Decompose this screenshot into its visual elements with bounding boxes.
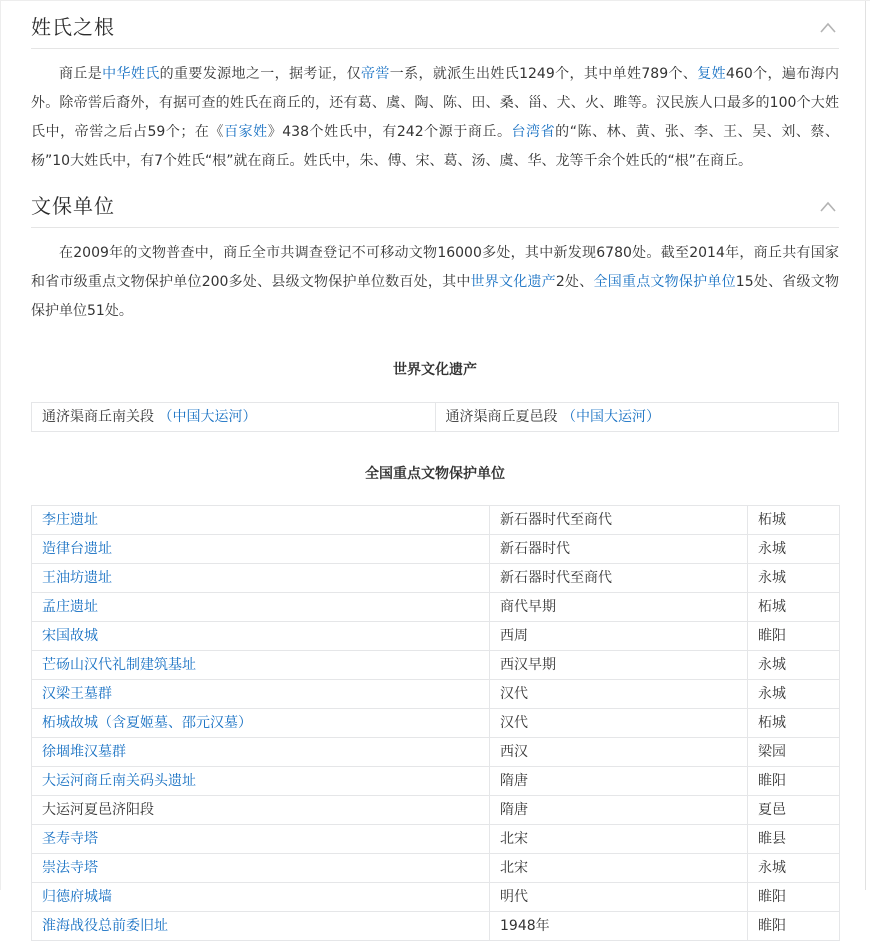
inline-link[interactable]: 帝喾 [360, 66, 390, 82]
site-name-cell [32, 825, 490, 854]
district-cell: 夏邑 [748, 796, 840, 825]
site-link[interactable]: 孟庄遗址 [42, 599, 98, 615]
text-run: 的“陈、林、黄、张、李、王、吴、刘、蔡、杨”10大姓氏中，有7个姓氏“根”就在商丘。姓氏中，朱、傅、宋、葛、汤、虞、华、龙等千余个姓氏的“根”在商丘。 [31, 124, 839, 169]
chevron-up-icon[interactable] [819, 199, 837, 213]
scrollbar-track[interactable] [865, 1, 866, 890]
table-row [32, 680, 840, 709]
table-row [32, 506, 840, 535]
site-link[interactable]: 徐堌堆汉墓群 [42, 744, 126, 760]
era-cell: 新石器时代至商代 [490, 564, 748, 593]
table-row [32, 403, 839, 432]
table-row [32, 738, 840, 767]
section-divider [31, 48, 839, 49]
era-cell: 明代 [490, 883, 748, 912]
text-run: 460个，遍布海内外。除帝喾后裔外，有据可查的姓氏在商丘的，还有葛、虞、陶、陈、田、桑、甾、犬、火、雎等。汉民族人口最多的100个大姓氏中，帝喾之后占59个；在《 [31, 66, 840, 140]
table-row [32, 883, 840, 912]
text-run: 》438个姓氏中，有242个源于商丘。 [267, 124, 512, 140]
district-cell: 柘城 [748, 709, 840, 738]
era-cell: 北宋 [490, 854, 748, 883]
site-link[interactable]: 宋国故城 [42, 628, 98, 644]
heritage-paragraph [31, 239, 839, 326]
heritage-site-cell [32, 403, 436, 432]
text-run: 商丘是 [59, 66, 103, 82]
site-name-cell [32, 912, 490, 941]
site-name-cell [32, 767, 490, 796]
section-heritage-units [31, 176, 839, 941]
district-cell: 睢县 [748, 825, 840, 854]
district-cell: 睢阳 [748, 883, 840, 912]
era-cell: 西汉早期 [490, 651, 748, 680]
era-cell: 北宋 [490, 825, 748, 854]
table-row [32, 593, 840, 622]
text-run: 在2009年的文物普查中，商丘全市共调查登记不可移动文物16000多处，其中新发现6780处。截至2014年，商丘共有国家和省市级重点文物保护单位200多处、县级文物保护单位数百处，其中 [31, 245, 839, 290]
era-cell: 隋唐 [490, 767, 748, 796]
site-link[interactable]: 王油坊遗址 [42, 570, 112, 586]
inline-link[interactable]: 世界文化遗产 [470, 274, 556, 290]
table-row [32, 651, 840, 680]
table-row [32, 796, 840, 825]
site-link[interactable]: 造律台遗址 [42, 541, 112, 557]
site-name-cell [32, 535, 490, 564]
section-surname-root [31, 1, 839, 176]
site-name-cell [32, 506, 490, 535]
table-row [32, 767, 840, 796]
site-name-cell [32, 738, 490, 767]
inline-link[interactable]: 台湾省 [511, 124, 556, 140]
era-cell: 隋唐 [490, 796, 748, 825]
district-cell: 永城 [748, 651, 840, 680]
inline-link[interactable]: 全国重点文物保护单位 [593, 274, 736, 290]
site-name-cell [32, 883, 490, 912]
site-link[interactable]: 归德府城墙 [42, 889, 112, 905]
section-header [31, 1, 839, 40]
district-cell: 柘城 [748, 593, 840, 622]
section-divider [31, 227, 839, 228]
text-run: 2处、 [555, 274, 594, 290]
site-link[interactable]: 大运河商丘南关码头遗址 [42, 773, 196, 789]
text-run: 通济渠商丘夏邑段 [445, 409, 562, 425]
inline-link[interactable]: 百家姓 [224, 124, 268, 140]
district-cell: 永城 [748, 535, 840, 564]
table-row [32, 854, 840, 883]
site-link[interactable]: 汉梁王墓群 [42, 686, 112, 702]
national-units-table [31, 505, 840, 941]
site-link[interactable]: 李庄遗址 [42, 512, 98, 528]
district-cell: 梁园 [748, 738, 840, 767]
table-row [32, 709, 840, 738]
section-title: 文保单位 [31, 194, 115, 218]
site-link[interactable]: 柘城故城（含夏姬墓、邵元汉墓） [42, 715, 252, 731]
text-run: 通济渠商丘南关段 [42, 409, 159, 425]
text-run: 的重要发源地之一，据考证，仅 [159, 66, 361, 82]
table-row [32, 564, 840, 593]
site-name-cell [32, 651, 490, 680]
district-cell: 睢阳 [748, 912, 840, 941]
world-heritage-table [31, 402, 839, 432]
text-run: 15处、省级文物保护单位51处。 [31, 274, 839, 319]
inline-link[interactable]: 复姓 [697, 66, 727, 82]
table-row [32, 825, 840, 854]
table-row [32, 535, 840, 564]
site-name-cell [32, 564, 490, 593]
article-content [1, 1, 870, 941]
site-name-cell [32, 680, 490, 709]
district-cell: 永城 [748, 680, 840, 709]
era-cell: 汉代 [490, 680, 748, 709]
era-cell: 新石器时代至商代 [490, 506, 748, 535]
district-cell: 睢阳 [748, 622, 840, 651]
site-name-cell [32, 854, 490, 883]
site-name-cell [32, 709, 490, 738]
national-units-caption: 全国重点文物保护单位 [365, 466, 505, 482]
table-row [32, 622, 840, 651]
era-cell: 商代早期 [490, 593, 748, 622]
era-cell: 汉代 [490, 709, 748, 738]
inline-link[interactable]: 中华姓氏 [102, 66, 160, 82]
inline-link[interactable]: （中国大运河） [158, 409, 257, 425]
section-title: 姓氏之根 [31, 15, 115, 39]
chevron-up-icon[interactable] [819, 20, 837, 34]
era-cell: 西汉 [490, 738, 748, 767]
surname-paragraph [31, 60, 839, 176]
district-cell: 永城 [748, 564, 840, 593]
heritage-site-cell [435, 403, 839, 432]
section-header [31, 176, 839, 219]
site-name-cell [32, 796, 490, 825]
inline-link[interactable]: （中国大运河） [561, 409, 660, 425]
site-link[interactable]: 崇法寺塔 [42, 860, 98, 876]
era-cell: 新石器时代 [490, 535, 748, 564]
site-link[interactable]: 圣寿寺塔 [42, 831, 98, 847]
site-name-cell [32, 622, 490, 651]
district-cell: 永城 [748, 854, 840, 883]
district-cell: 柘城 [748, 506, 840, 535]
site-link[interactable]: 芒砀山汉代礼制建筑基址 [42, 657, 196, 673]
text-run: 一系，就派生出姓氏1249个，其中单姓789个、 [389, 66, 698, 82]
district-cell: 睢阳 [748, 767, 840, 796]
site-name-cell [32, 593, 490, 622]
world-heritage-caption: 世界文化遗产 [393, 362, 477, 378]
site-link[interactable]: 淮海战役总前委旧址 [42, 918, 168, 934]
site-name-text: 大运河夏邑济阳段 [42, 802, 154, 818]
era-cell: 西周 [490, 622, 748, 651]
era-cell: 1948年 [490, 912, 748, 941]
table-row [32, 912, 840, 941]
